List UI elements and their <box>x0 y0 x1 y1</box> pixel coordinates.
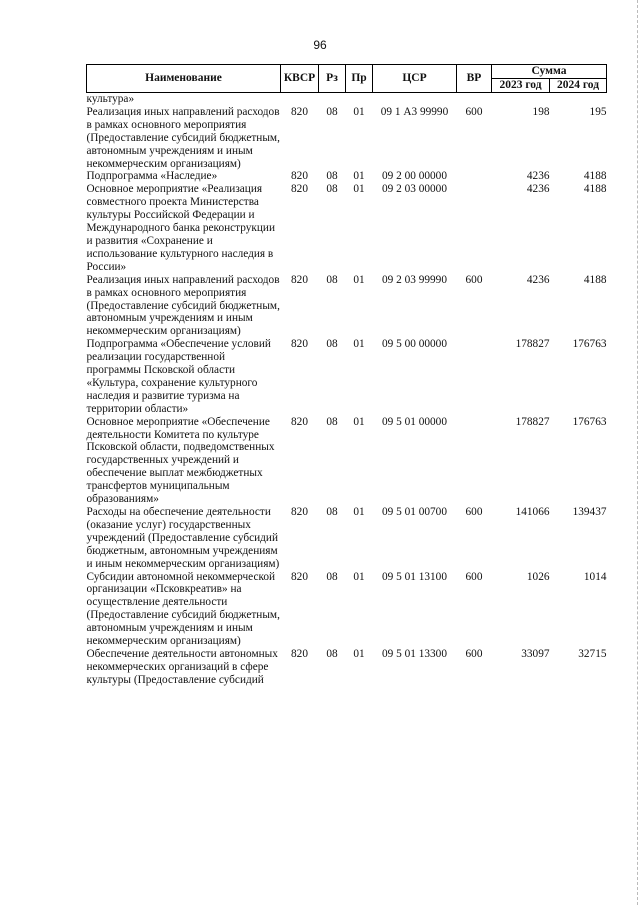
cell-pr: 01 <box>353 647 365 660</box>
cell-vr: 600 <box>465 570 483 583</box>
table-row <box>87 93 607 106</box>
cell-pr: 01 <box>353 273 365 286</box>
budget-table <box>86 64 607 687</box>
table-row <box>87 571 607 648</box>
cell-rz: 08 <box>326 338 338 351</box>
cell-kvsr: 820 <box>291 647 308 660</box>
cell-amount-2024: 176763 <box>572 415 607 428</box>
cell-kvsr: 820 <box>291 183 308 196</box>
cell-vr <box>457 93 492 106</box>
cell-amount-2024: 32715 <box>578 647 607 660</box>
cell-name: Реализация иных направлений расходов в рамках основного мероприятия (Предоставление субсидий бюджетным, автономным учреждениям и иным некоммерческим организациям) <box>86 105 280 170</box>
cell-amount-2024: 4188 <box>583 183 607 196</box>
cell-vr: 600 <box>465 273 483 286</box>
cell-amount-2024 <box>550 93 607 106</box>
table-row <box>87 338 607 415</box>
cell-amount-2023: 178827 <box>515 415 550 428</box>
cell-amount-2024: 139437 <box>572 506 607 518</box>
cell-kvsr <box>281 93 319 106</box>
cell-rz: 08 <box>326 415 338 428</box>
cell-rz: 08 <box>326 105 338 118</box>
cell-name: Обеспечение деятельности автономных некоммерческих организаций в сфере культуры (Предоставление субсидий <box>86 647 278 686</box>
cell-name: Субсидии автономной некоммерческой организации «Псковкреатив» на осуществление деятельности (Предоставление субсидий бюджетным, автономным учреждениям и иным некоммерческим организациям) <box>86 570 280 648</box>
cell-amount-2023: 141066 <box>515 506 550 518</box>
cell-name: Подпрограмма «Обеспечение условий реализации государственной программы Псковской области «Культура, сохранение культурного наследия и развитие туризма на территории области» <box>86 338 271 415</box>
cell-kvsr: 820 <box>291 415 308 428</box>
cell-name: Расходы на обеспечение деятельности (оказание услуг) государственных учреждений (Предоставление субсидий бюджетным, автономным учреждениям и иным некоммерческим организациям) <box>86 506 280 570</box>
cell-amount-2023: 33097 <box>521 647 550 660</box>
header-kvsr: КВСР <box>281 65 319 93</box>
cell-amount-2023: 4236 <box>526 183 550 196</box>
cell-vr <box>457 416 492 506</box>
cell-pr: 01 <box>353 570 365 583</box>
cell-amount-2023: 4236 <box>526 273 550 286</box>
cell-rz: 08 <box>326 570 338 583</box>
cell-csr: 09 5 00 00000 <box>382 338 447 351</box>
cell-csr: 09 1 А3 99990 <box>380 105 449 118</box>
header-sum: Сумма <box>492 65 607 79</box>
table-body <box>87 93 607 687</box>
table-row <box>87 106 607 171</box>
header-name: Наименование <box>87 65 281 93</box>
cell-kvsr: 820 <box>291 105 308 118</box>
cell-amount-2024: 4188 <box>583 273 607 286</box>
cell-kvsr: 820 <box>291 170 308 183</box>
cell-name: Реализация иных направлений расходов в рамках основного мероприятия (Предоставление субсидий бюджетным, автономным учреждениям и иным некоммерческим организациям) <box>86 273 280 338</box>
page-number: 96 <box>313 38 327 52</box>
header-year-2024: 2024 год <box>550 79 607 93</box>
cell-rz: 08 <box>326 647 338 660</box>
cell-pr <box>346 93 373 106</box>
cell-csr <box>373 93 457 106</box>
cell-csr: 09 2 03 00000 <box>382 183 447 196</box>
table-header <box>87 65 607 93</box>
cell-pr: 01 <box>353 338 365 351</box>
cell-pr: 01 <box>353 506 365 518</box>
cell-rz <box>319 93 346 106</box>
cell-rz: 08 <box>326 273 338 286</box>
cell-amount-2023: 178827 <box>515 338 550 351</box>
cell-csr: 09 5 01 13100 <box>382 570 447 583</box>
table-row <box>87 274 607 339</box>
cell-amount-2024: 4188 <box>583 170 607 183</box>
cell-vr: 600 <box>465 105 483 118</box>
cell-kvsr: 820 <box>291 338 308 351</box>
cell-name: Основное мероприятие «Обеспечение деятельности Комитета по культуре Псковской области, подведомственных государственных учреждений и обеспечение выплат межбюджетных трансфертов муниципальным образованиям» <box>86 415 275 506</box>
scan-edge-line <box>636 0 638 905</box>
cell-amount-2023: 1026 <box>526 570 550 583</box>
cell-vr <box>457 170 492 183</box>
cell-vr: 600 <box>465 647 483 660</box>
table-row <box>87 170 607 183</box>
cell-amount-2023 <box>492 93 550 106</box>
cell-csr: 09 5 01 00700 <box>382 506 447 518</box>
cell-csr: 09 2 03 99990 <box>382 273 447 286</box>
header-rz: Рз <box>319 65 346 93</box>
cell-amount-2024: 195 <box>589 105 607 118</box>
table-row <box>87 506 607 571</box>
header-vr: ВР <box>457 65 492 93</box>
cell-amount-2023: 4236 <box>526 170 550 183</box>
cell-pr: 01 <box>353 105 365 118</box>
header-csr: ЦСР <box>373 65 457 93</box>
cell-name: Подпрограмма «Наследие» <box>86 170 218 183</box>
cell-csr: 09 5 01 00000 <box>382 415 447 428</box>
cell-amount-2024: 1014 <box>583 570 607 583</box>
cell-pr: 01 <box>353 170 365 183</box>
cell-kvsr: 820 <box>291 273 308 286</box>
table-row <box>87 416 607 506</box>
cell-kvsr: 820 <box>291 570 308 583</box>
header-year-2023: 2023 год <box>492 79 550 93</box>
header-pr: Пр <box>346 65 373 93</box>
cell-csr: 09 5 01 13300 <box>382 647 447 660</box>
cell-rz: 08 <box>326 183 338 196</box>
cell-name: культура» <box>86 93 135 105</box>
cell-pr: 01 <box>353 183 365 196</box>
table-row <box>87 183 607 273</box>
cell-csr: 09 2 00 00000 <box>382 170 447 183</box>
cell-name: Основное мероприятие «Реализация совместного проекта Министерства культуры Российской Федерации и Международного банка реконструкции и развития «Сохранение и использование культурного наследия в России» <box>86 183 276 273</box>
cell-rz: 08 <box>326 170 338 183</box>
cell-rz: 08 <box>326 506 338 518</box>
cell-vr <box>457 338 492 415</box>
table-row <box>87 648 607 687</box>
cell-kvsr: 820 <box>291 506 308 518</box>
cell-vr: 600 <box>465 506 483 518</box>
cell-vr <box>457 183 492 273</box>
cell-amount-2023: 198 <box>532 105 550 118</box>
cell-amount-2024: 176763 <box>572 338 607 351</box>
cell-pr: 01 <box>353 415 365 428</box>
